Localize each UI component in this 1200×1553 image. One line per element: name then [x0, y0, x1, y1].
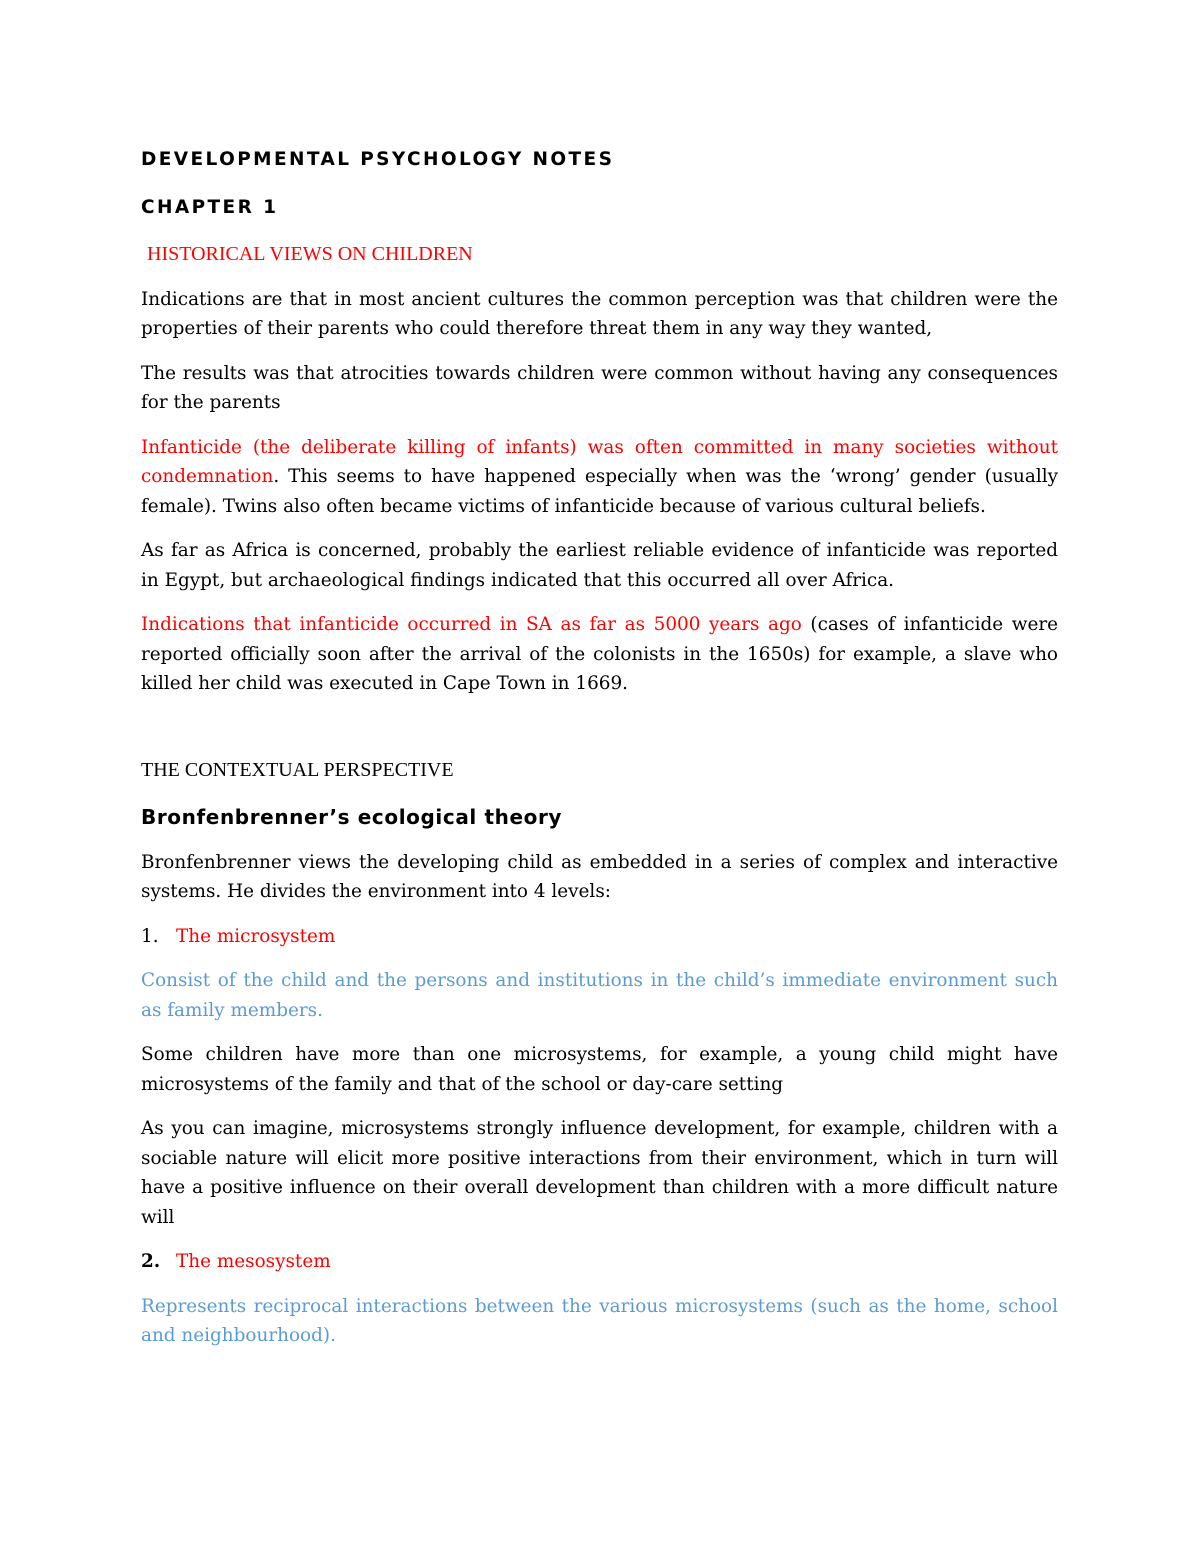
document-page — [141, 132, 1058, 1351]
paragraph-mesosystem-definition: Represents reciprocal interactions between the various microsystems (such as the home, school and neighbourhood). — [141, 1295, 1058, 1346]
south-africa-highlight: Indications that infanticide occurred in SA as far as 5000 years ago — [141, 614, 802, 635]
section-heading-historical: HISTORICAL VIEWS ON CHILDREN — [147, 243, 473, 265]
paragraph-microsystem-influence: As you can imagine, microsystems strongly influence development, for example, children with a sociable nature will elicit more positive interactions from their environment, which in turn will have a positive influence on their overall development than children with a more difficult nature will — [141, 1118, 1058, 1228]
section-heading-contextual: THE CONTEXTUAL PERSPECTIVE — [141, 758, 454, 781]
list-item-mesosystem — [141, 1247, 1058, 1277]
list-label-microsystem: The microsystem — [176, 925, 336, 947]
paragraph-multiple-microsystems: Some children have more than one microsystems, for example, a young child might have microsystems of the family and that of the school or day-care setting — [141, 1044, 1058, 1095]
infanticide-highlight: Infanticide (the deliberate killing of infants) was often committed in many societies without condemnation — [141, 436, 1058, 487]
paragraph-south-africa — [141, 610, 1058, 699]
paragraph-infanticide — [141, 433, 1058, 522]
paragraph-microsystem-definition: Consist of the child and the persons and institutions in the child’s immediate environment such as family members. — [141, 970, 1058, 1021]
list-number: 2. — [141, 1251, 161, 1272]
paragraph-bronfenbrenner-intro: Bronfenbrenner views the developing child as embedded in a series of complex and interactive systems. He divides the environment into 4 levels: — [141, 851, 1058, 902]
document-title: DEVELOPMENTAL PSYCHOLOGY NOTES — [141, 149, 615, 170]
paragraph-africa: As far as Africa is concerned, probably the earliest reliable evidence of infanticide was reported in Egypt, but archaeological findings indicated that this occurred all over Africa. — [141, 540, 1058, 591]
south-africa-text: (cases of infanticide were reported officially soon after the arrival of the colonists in the 1650s) for example, a slave who killed her child was executed in Cape Town in 1669. — [141, 614, 1058, 694]
paragraph-ancient-cultures: Indications are that in most ancient cultures the common perception was that children were the properties of their parents who could therefore threat them in any way they wanted, — [141, 288, 1058, 339]
infanticide-text: . This seems to have happened especially when was the ‘wrong’ gender (usually female). Twins also often became victims of infanticide because of various cultural beliefs. — [141, 466, 1058, 517]
list-number: 1. — [141, 925, 159, 947]
paragraph-atrocities: The results was that atrocities towards children were common without having any consequences for the parents — [141, 362, 1058, 413]
chapter-heading: CHAPTER 1 — [141, 196, 279, 218]
list-label-mesosystem: The mesosystem — [176, 1251, 331, 1272]
list-item-microsystem — [141, 922, 1058, 952]
subheading-bronfenbrenner: Bronfenbrenner’s ecological theory — [141, 805, 563, 829]
